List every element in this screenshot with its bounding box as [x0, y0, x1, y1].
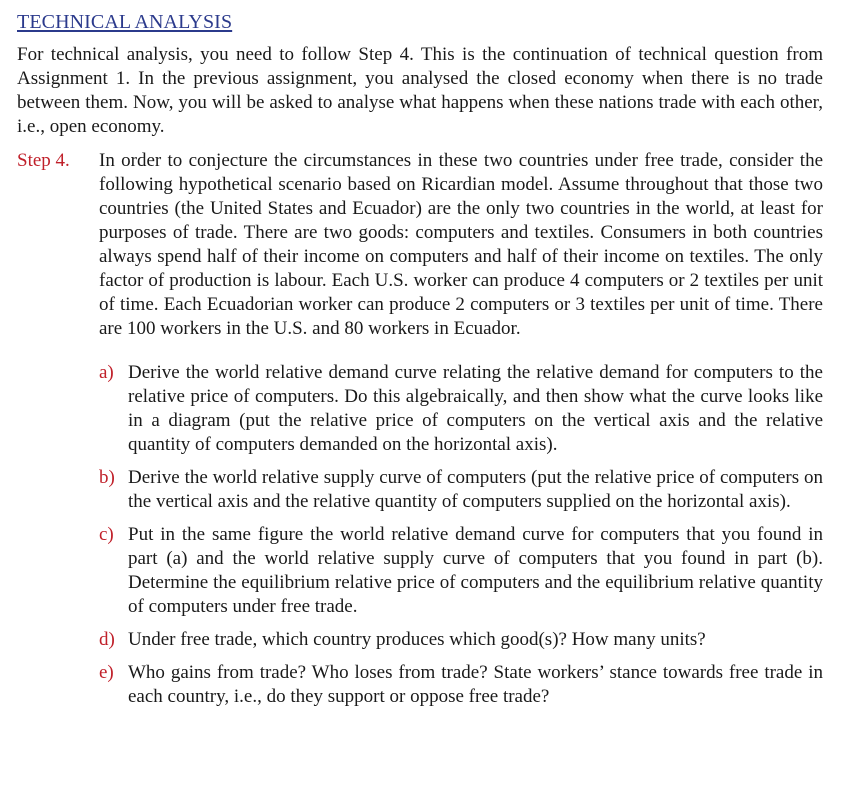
question-item-b [99, 466, 823, 514]
question-item-c [99, 523, 823, 619]
section-heading: TECHNICAL ANALYSIS [17, 11, 233, 33]
question-item-a [99, 361, 823, 457]
question-text: Derive the world relative supply curve of computers (put the relative price of computers on the vertical axis and the relative quantity of computers supplied on the horizontal axis). [128, 467, 823, 512]
question-letter: c) [99, 524, 114, 545]
question-text: Derive the world relative demand curve relating the relative demand for computers to the relative price of computers. Do this algebraically, and then show what the curve looks like in a diagram (put the relative price of computers on the vertical axis and the relative quantity of computers demanded on the horizontal axis). [128, 362, 823, 455]
question-letter: d) [99, 629, 115, 650]
question-letter: a) [99, 362, 114, 383]
step-4-block [17, 149, 823, 341]
question-item-e [99, 661, 823, 709]
question-list [99, 361, 823, 709]
question-letter: b) [99, 467, 115, 488]
step-description: In order to conjecture the circumstances in these two countries under free trade, consider the following hypothetical scenario based on Ricardian model. Assume throughout that those two countries (the United States and Ecuador) are the only two countries in the world, at least for purposes of trade. There are two goods: computers and textiles. Consumers in both countries always spend half of their income on computers and half of their income on textiles. The only factor of production is labour. Each U.S. worker can produce 4 computers or 2 textiles per unit of time. Each Ecuadorian worker can produce 2 computers or 3 textiles per unit of time. There are 100 workers in the U.S. and 80 workers in Ecuador. [99, 150, 823, 339]
intro-paragraph: For technical analysis, you need to follow Step 4. This is the continuation of technical question from Assignment 1. In the previous assignment, you analysed the closed economy when there is no trade between them. Now, you will be asked to analyse what happens when these nations trade with each other, i.e., open economy. [17, 44, 823, 137]
question-text: Under free trade, which country produces which good(s)? How many units? [128, 629, 706, 650]
step-label: Step 4. [17, 150, 70, 171]
question-text: Who gains from trade? Who loses from trade? State workers’ stance towards free trade in each country, i.e., do they support or oppose free trade? [128, 662, 823, 707]
question-text: Put in the same figure the world relative demand curve for computers that you found in part (a) and the world relative supply curve of computers that you found in part (b). Determine the equilibrium relative price of computers and the equilibrium relative quantity of computers under free trade. [128, 524, 823, 617]
question-item-d [99, 628, 823, 652]
question-letter: e) [99, 662, 114, 683]
